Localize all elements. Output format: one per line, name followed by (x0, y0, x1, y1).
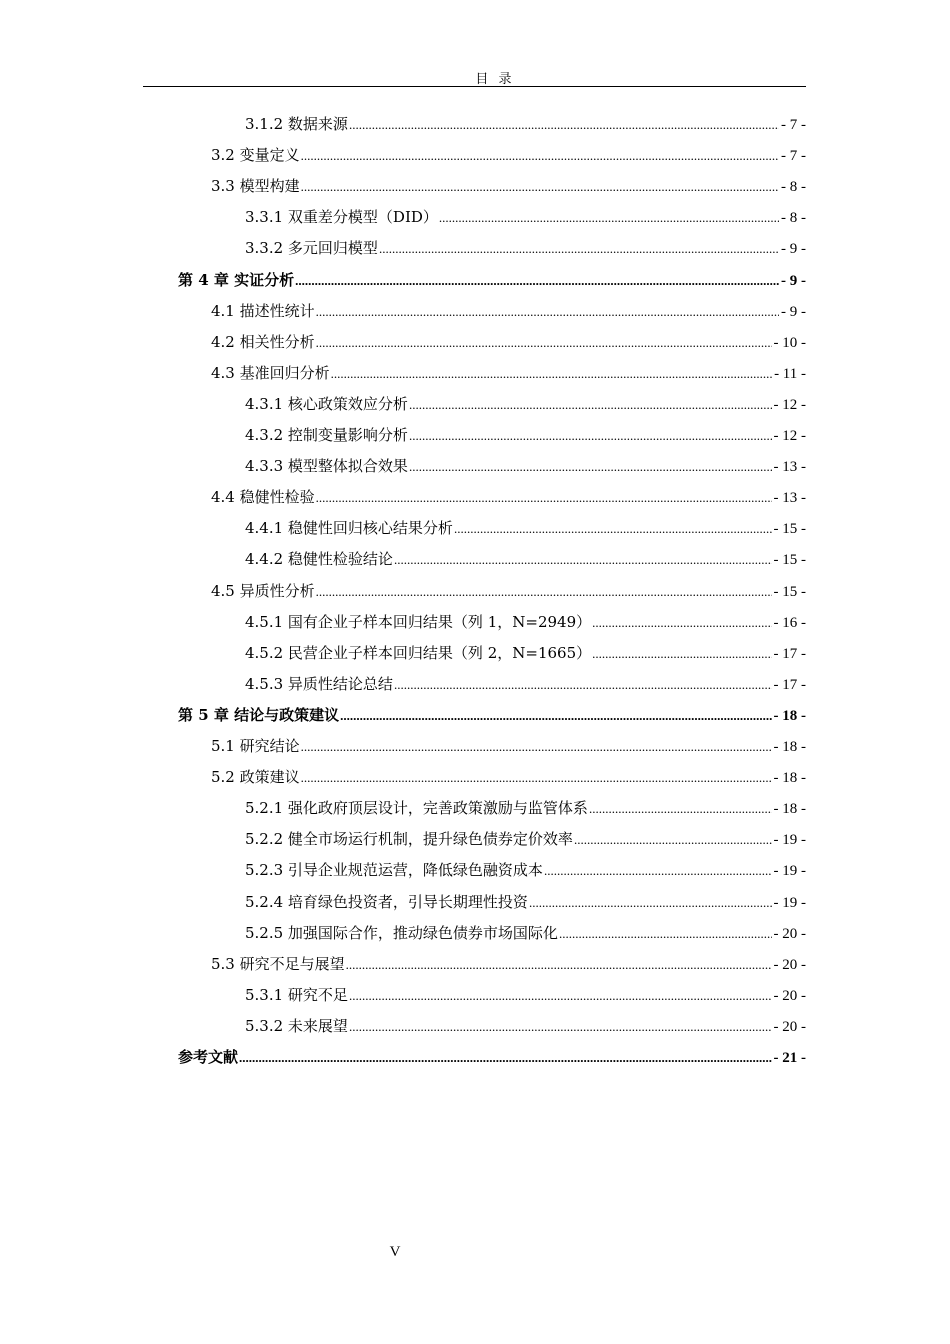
toc-entry-page: - 18 - (773, 739, 806, 755)
toc-leader-dots (592, 612, 771, 634)
toc-entry-page: - 15 - (773, 552, 806, 568)
toc-entry[interactable] (245, 828, 806, 850)
toc-entry[interactable] (245, 517, 806, 539)
toc-entry[interactable] (245, 206, 806, 228)
toc-leader-dots (349, 114, 779, 136)
toc-entry-label: 4.5.1 国有企业子样本回归结果（列 1，N=2949） (245, 613, 592, 631)
toc-entry-page: - 18 - (773, 770, 806, 786)
toc-entry-label: 4.3.1 核心政策效应分析 (245, 395, 408, 413)
toc-entry-page: - 20 - (773, 1019, 806, 1035)
toc-leader-dots (409, 456, 772, 478)
toc-entry-page: - 19 - (773, 895, 806, 911)
toc-entry-page: - 20 - (773, 926, 806, 942)
toc-entry[interactable] (211, 362, 806, 384)
toc-entry[interactable] (211, 580, 806, 602)
toc-entry-label: 5.3 研究不足与展望 (211, 955, 345, 973)
toc-entry-label: 3.3.2 多元回归模型 (245, 239, 378, 257)
toc-leader-dots (301, 176, 779, 198)
toc-entry-label: 5.1 研究结论 (211, 737, 300, 755)
toc-entry-page: - 12 - (773, 428, 806, 444)
toc-entry[interactable] (245, 393, 806, 415)
toc-entry-label: 5.3.1 研究不足 (245, 986, 348, 1004)
header-rule (143, 86, 806, 87)
toc-entry-page: - 17 - (773, 677, 806, 693)
toc-entry-label: 4.5 异质性分析 (211, 582, 315, 600)
toc-entry-label: 4.4.1 稳健性回归核心结果分析 (245, 519, 453, 537)
toc-entry-label: 5.2.5 加强国际合作，推动绿色债券市场国际化 (245, 924, 558, 942)
toc-leader-dots (379, 238, 779, 260)
toc-entry-label: 5.3.2 未来展望 (245, 1017, 348, 1035)
toc-entry-page: - 10 - (773, 335, 806, 351)
toc-entry-page: - 19 - (773, 832, 806, 848)
toc-entry-label: 5.2.4 培育绿色投资者，引导长期理性投资 (245, 893, 528, 911)
toc-leader-dots (301, 767, 772, 789)
toc-entry-label: 4.3.2 控制变量影响分析 (245, 426, 408, 444)
toc-entry-label: 4.4 稳健性检验 (211, 488, 315, 506)
toc-leader-dots (316, 487, 772, 509)
toc-entry[interactable] (245, 113, 806, 135)
toc-entry-page: - 20 - (773, 988, 806, 1004)
toc-entry-page: - 7 - (781, 117, 806, 133)
toc-entry[interactable] (245, 424, 806, 446)
toc-entry[interactable] (211, 331, 806, 353)
toc-entry-label: 3.2 变量定义 (211, 146, 300, 164)
toc-entry-label: 3.3 模型构建 (211, 177, 300, 195)
toc-entry-label: 4.3 基准回归分析 (211, 364, 330, 382)
toc-entry-page: - 13 - (773, 490, 806, 506)
toc-entry-label: 4.5.2 民营企业子样本回归结果（列 2，N=1665） (245, 644, 592, 662)
toc-leader-dots (409, 425, 772, 447)
toc-entry[interactable] (211, 953, 806, 975)
toc-entry[interactable] (245, 984, 806, 1006)
toc-leader-dots (409, 394, 772, 416)
toc-leader-dots (301, 145, 779, 167)
toc-leader-dots (394, 549, 772, 571)
toc-entry[interactable] (211, 766, 806, 788)
toc-leader-dots (340, 705, 771, 727)
toc-entry[interactable] (245, 859, 806, 881)
toc-chapter-entry[interactable] (178, 269, 806, 291)
toc-leader-dots (574, 829, 772, 851)
toc-leader-dots (439, 207, 779, 229)
toc-entry[interactable] (211, 175, 806, 197)
toc-entry[interactable] (245, 611, 806, 633)
toc-entry-page: - 21 - (773, 1050, 806, 1066)
toc-entry[interactable] (245, 455, 806, 477)
toc-entry-page: - 12 - (773, 397, 806, 413)
toc-entry[interactable] (245, 237, 806, 259)
toc-leader-dots (529, 892, 772, 914)
toc-entry-page: - 15 - (773, 584, 806, 600)
toc-entry-label: 4.5.3 异质性结论总结 (245, 675, 393, 693)
toc-entry-page: - 15 - (773, 521, 806, 537)
toc-leader-dots (331, 363, 772, 385)
toc-entry[interactable] (211, 486, 806, 508)
toc-leader-dots (346, 954, 772, 976)
toc-entry[interactable] (211, 300, 806, 322)
toc-entry-page: - 9 - (781, 241, 806, 257)
toc-entry-label: 5.2 政策建议 (211, 768, 300, 786)
toc-entry-page: - 8 - (781, 210, 806, 226)
toc-entry[interactable] (245, 922, 806, 944)
toc-entry[interactable] (245, 891, 806, 913)
toc-entry-page: - 11 - (774, 366, 806, 382)
toc-leader-dots (316, 581, 772, 603)
toc-entry-page: - 17 - (773, 646, 806, 662)
toc-entry-label: 5.2.1 强化政府顶层设计，完善政策激励与监管体系 (245, 799, 588, 817)
toc-entry-page: - 8 - (781, 179, 806, 195)
toc-entry[interactable] (245, 1015, 806, 1037)
toc-leader-dots (295, 270, 779, 292)
page-header-title: 目 录 (475, 72, 515, 87)
toc-entry-label: 3.3.1 双重差分模型（DID） (245, 208, 438, 226)
toc-entry[interactable] (245, 673, 806, 695)
toc-entry-label: 第 4 章 实证分析 (178, 271, 295, 289)
toc-leader-dots (454, 518, 772, 540)
toc-entry-page: - 18 - (773, 708, 806, 724)
page-number: V (389, 1244, 401, 1260)
toc-entry-page: - 7 - (781, 148, 806, 164)
toc-leader-dots (239, 1047, 771, 1069)
toc-leader-dots (394, 674, 772, 696)
toc-chapter-entry[interactable] (178, 704, 806, 726)
toc-entry-label: 参考文献 (178, 1048, 239, 1066)
toc-leader-dots (316, 301, 779, 323)
toc-leader-dots (349, 1016, 772, 1038)
toc-leader-dots (349, 985, 772, 1007)
toc-entry-label: 5.2.3 引导企业规范运营，降低绿色融资成本 (245, 861, 543, 879)
toc-entry-page: - 19 - (773, 863, 806, 879)
toc-leader-dots (589, 798, 772, 820)
toc-entry-page: - 20 - (773, 957, 806, 973)
toc-entry[interactable] (245, 642, 806, 664)
toc-entry[interactable] (211, 735, 806, 757)
toc-entry-page: - 9 - (781, 273, 806, 289)
toc-entry[interactable] (245, 797, 806, 819)
toc-entry-page: - 9 - (781, 304, 806, 320)
toc-entry-label: 4.4.2 稳健性检验结论 (245, 550, 393, 568)
toc-entry-label: 4.2 相关性分析 (211, 333, 315, 351)
toc-entry-label: 4.3.3 模型整体拟合效果 (245, 457, 408, 475)
toc-leader-dots (559, 923, 772, 945)
toc-entry-page: - 13 - (773, 459, 806, 475)
toc-entry[interactable] (245, 548, 806, 570)
toc-leader-dots (592, 643, 771, 665)
toc-leader-dots (301, 736, 772, 758)
toc-chapter-entry[interactable] (178, 1046, 806, 1068)
toc-leader-dots (316, 332, 772, 354)
toc-leader-dots (544, 860, 772, 882)
toc-entry-label: 3.1.2 数据来源 (245, 115, 348, 133)
toc-entry-page: - 18 - (773, 801, 806, 817)
toc-entry-label: 4.1 描述性统计 (211, 302, 315, 320)
toc-entry-label: 5.2.2 健全市场运行机制，提升绿色债券定价效率 (245, 830, 573, 848)
toc-entry-page: - 16 - (773, 615, 806, 631)
toc-entry[interactable] (211, 144, 806, 166)
toc-entry-label: 第 5 章 结论与政策建议 (178, 706, 340, 724)
